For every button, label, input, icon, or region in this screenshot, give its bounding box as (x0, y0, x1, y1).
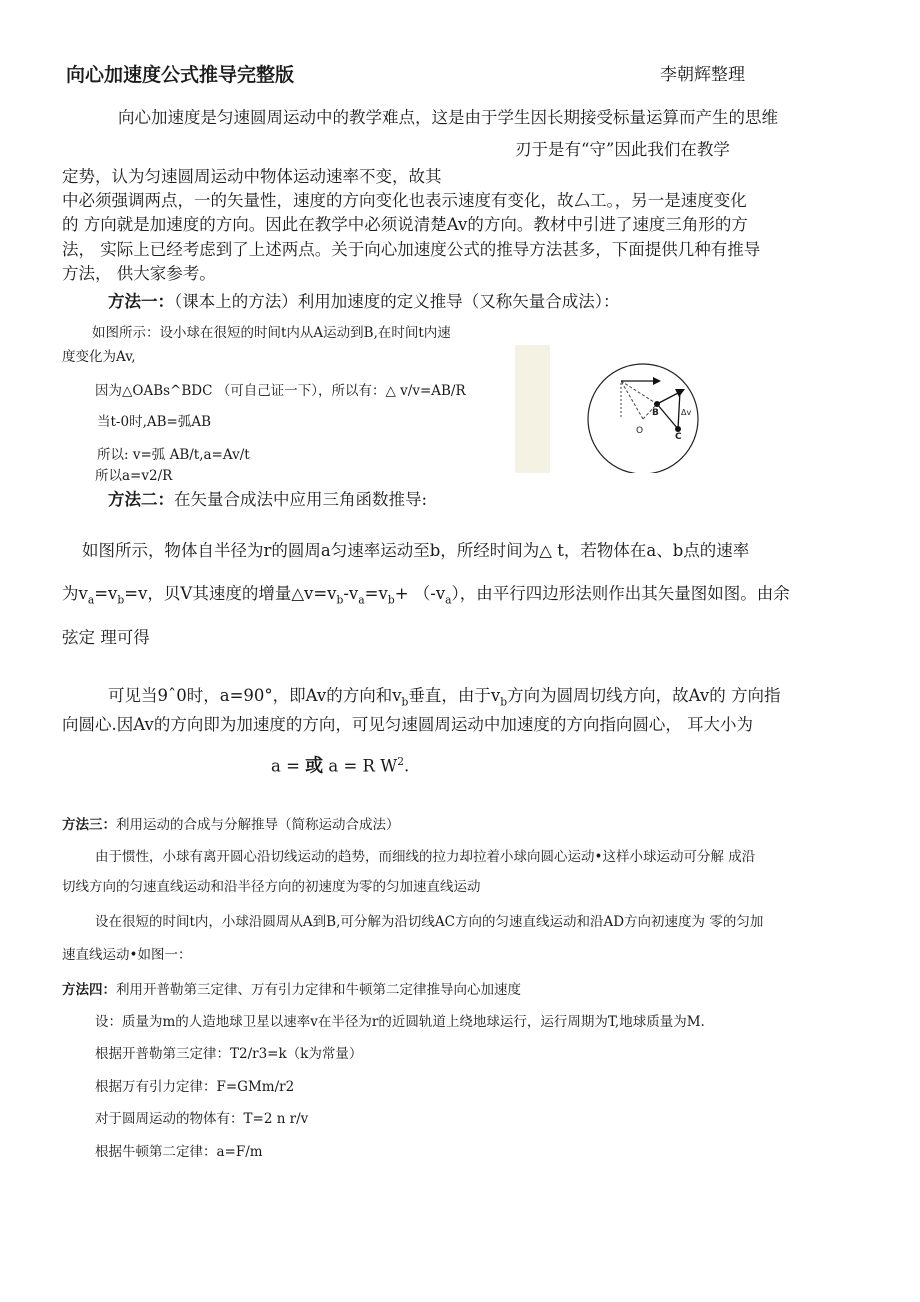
method1-line-1: 如图所示：设小球在很短的时间t内从A运动到B,在时间t内速 (92, 325, 451, 341)
method1-heading-text: （课本上的方法）利用加速度的定义推导（又称矢量合成法）： (174, 292, 620, 311)
figure-arrow-a (653, 377, 661, 385)
figure-chord-ab (621, 381, 657, 404)
method2-heading-text: 在矢量合成法中应用三角函数推导: (174, 490, 428, 509)
method2-para-4: 可见当9ˆ0时，a=90°，即Av的方向和$v_b$垂直，由于$v_b$方向为圆周切线方向，故Av的 方向指 (108, 686, 781, 709)
intro-line-3: 定势，认为匀速圆周运动中物体运动速率不变，故其 (62, 167, 442, 186)
method4-line-1: 设：质量为m的人造地球卫星以速率v在半径为r的近圆轨道上绕地球运行，运行周期为T,地球质量为M. (95, 1014, 705, 1030)
method2-para-3: 弦定 理可得 (62, 628, 150, 647)
method1-line-5: 所以: v=弧 AB/t,a=Av/t (97, 447, 250, 463)
figure-label-b: B (652, 408, 659, 418)
method2-para-1: 如图所示，物体自半径为r的圆周a匀速率运动至b，所经时间为△ t，若物体在a、b点的速率 (82, 541, 750, 560)
method2-para-2: 为$v_a=v_b=v$，贝V其速度的增量$\triangle v=v_b-v_a=v_b+ (-v_a)$，由平行四边形法则作出其矢量图如图。由余 (62, 584, 790, 607)
method2-para-5: 向圆心.因Av的方向即为加速度的方向，可见匀速圆周运动中加速度的方向指向圆心， 耳大小为 (62, 715, 754, 734)
method3-heading (62, 814, 400, 836)
intro-line-7: 方法， 供大家参考。 (62, 264, 216, 283)
intro-line-5: 的 方向就是加速度的方向。因此在教学中必须说清楚Av的方向。教材中引进了速度三角形的方 (62, 215, 748, 234)
method4-heading-text: 利用开普勒第三定律、万有引力定律和牛顿第二定律推导向心加速度 (116, 982, 521, 998)
method3-line-4: 速直线运动•如图一： (62, 947, 192, 963)
method1-line-3: 因为△OABs^BDC （可自己证一下），所以有：△ v/v=AB/R (95, 383, 466, 399)
method1-label: 方法一： (108, 292, 174, 311)
method3-label: 方法三： (62, 817, 116, 833)
figure-label-o: O (636, 426, 644, 436)
intro-line-1: 向心加速度是匀速圆周运动中的教学难点，这是由于学生因长期接受标量运算而产生的思维 (118, 108, 778, 127)
method4-heading (62, 979, 521, 1001)
intro-line-4: 中必须强调两点，一的矢量性，速度的方向变化也表示速度有变化，故厶工。，另一是速度变化 (62, 191, 747, 210)
method2-formula: a = 或 a = R $W^2$. (271, 755, 410, 777)
circle-vector-figure (515, 345, 701, 473)
figure-point-b (654, 401, 660, 407)
method1-line-6: 所以a=v2/R (95, 468, 173, 484)
figure-velocity-b (657, 393, 678, 404)
intro-line-2: 刃于是有“守”因此我们在教学 (515, 140, 730, 159)
figure-vector-bc (657, 404, 678, 429)
method3-line-2: 切线方向的匀速直线运动和沿半径方向的初速度为零的匀加速直线运动 (62, 879, 481, 895)
method1-heading (108, 288, 620, 315)
method3-line-3: 设在很短的时间t内，小球沿圆周从A到B,可分解为沿切线AC方向的匀速直线运动和沿AD方向初速度为 零的匀加 (95, 914, 764, 930)
method4-label: 方法四： (62, 982, 116, 998)
figure-radius-oa (621, 381, 643, 419)
method1-line-4: 当t-0时,AB=弧AB (97, 414, 212, 430)
figure-label-c: C (675, 432, 682, 442)
method2-heading (108, 486, 427, 513)
figure-label-dv: Δv (681, 408, 692, 417)
method4-line-3: 根据万有引力定律：F=GMm/r2 (95, 1079, 295, 1095)
method2-label: 方法二： (108, 490, 174, 509)
method1-line-2: 度变化为Av, (62, 349, 136, 365)
author: 李朝辉整理 (660, 65, 745, 85)
page-title: 向心加速度公式推导完整版 (66, 64, 295, 86)
method3-heading-text: 利用运动的合成与分解推导（简称运动合成法） (116, 817, 400, 833)
method4-line-5: 根据牛顿第二定律：a=F/m (95, 1144, 263, 1160)
method4-line-4: 对于圆周运动的物体有：T=2 n r/v (95, 1111, 309, 1127)
method3-line-1: 由于惯性，小球有离开圆心沿切线运动的趋势，而细线的拉力却拉着小球向圆心运动•这样小球运动可分解 成沿 (95, 849, 756, 865)
intro-line-6: 法， 实际上已经考虑到了上述两点。关于向心加速度公式的推导方法甚多，下面提供几种有推导 (62, 240, 761, 259)
method4-line-2: 根据开普勒第三定律：T2/r3=k（k为常量） (95, 1046, 363, 1062)
